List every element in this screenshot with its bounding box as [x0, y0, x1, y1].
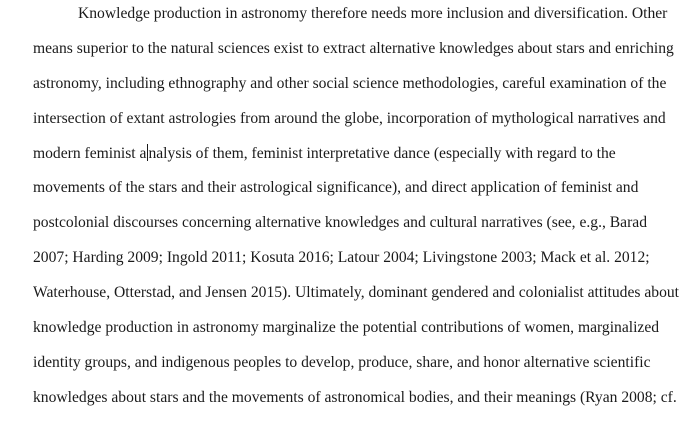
- paragraph-line-4: intersection of extant astrologies from around the globe, incorporation of mythological narratives and: [33, 109, 666, 127]
- paragraph-line-5: [33, 143, 673, 178]
- paragraph-line-12: knowledges about stars and the movements of astronomical bodies, and their meanings (Ryan 2008; cf.: [33, 388, 677, 406]
- paragraph-line-2: means superior to the natural sciences exist to extract alternative knowledges about stars and enriching: [33, 39, 674, 57]
- paragraph-line-6: movements of the stars and their astrological significance), and direct application of feminist and: [33, 179, 639, 197]
- text-after-cursor: nalysis of them, feminist interpretative dance (especially with regard to the: [148, 144, 616, 162]
- paragraph-line-8: 2007; Harding 2009; Ingold 2011; Kosuta 2016; Latour 2004; Livingstone 2003; Mack et al. 2012;: [33, 249, 650, 267]
- paragraph-line-10: knowledge production in astronomy marginalize the potential contributions of women, marginalized: [33, 319, 660, 337]
- paragraph-line-11: identity groups, and indigenous peoples to develop, produce, share, and honor alternative scientific: [33, 353, 651, 371]
- document-text-area[interactable]: [33, 3, 680, 422]
- paragraph-line-1: Knowledge production in astronomy therefore needs more inclusion and diversification. Other: [78, 5, 668, 22]
- paragraph-line-3: astronomy, including ethnography and other social science methodologies, careful examination of the: [33, 74, 667, 92]
- paragraph-line-9: Waterhouse, Otterstad, and Jensen 2015). Ultimately, dominant gendered and colonialist attitudes about: [33, 284, 680, 302]
- paragraph-line-7: postcolonial discourses concerning alternative knowledges and cultural narratives (see, e.g., Barad: [33, 214, 648, 232]
- text-before-cursor: modern feminist a: [33, 144, 147, 162]
